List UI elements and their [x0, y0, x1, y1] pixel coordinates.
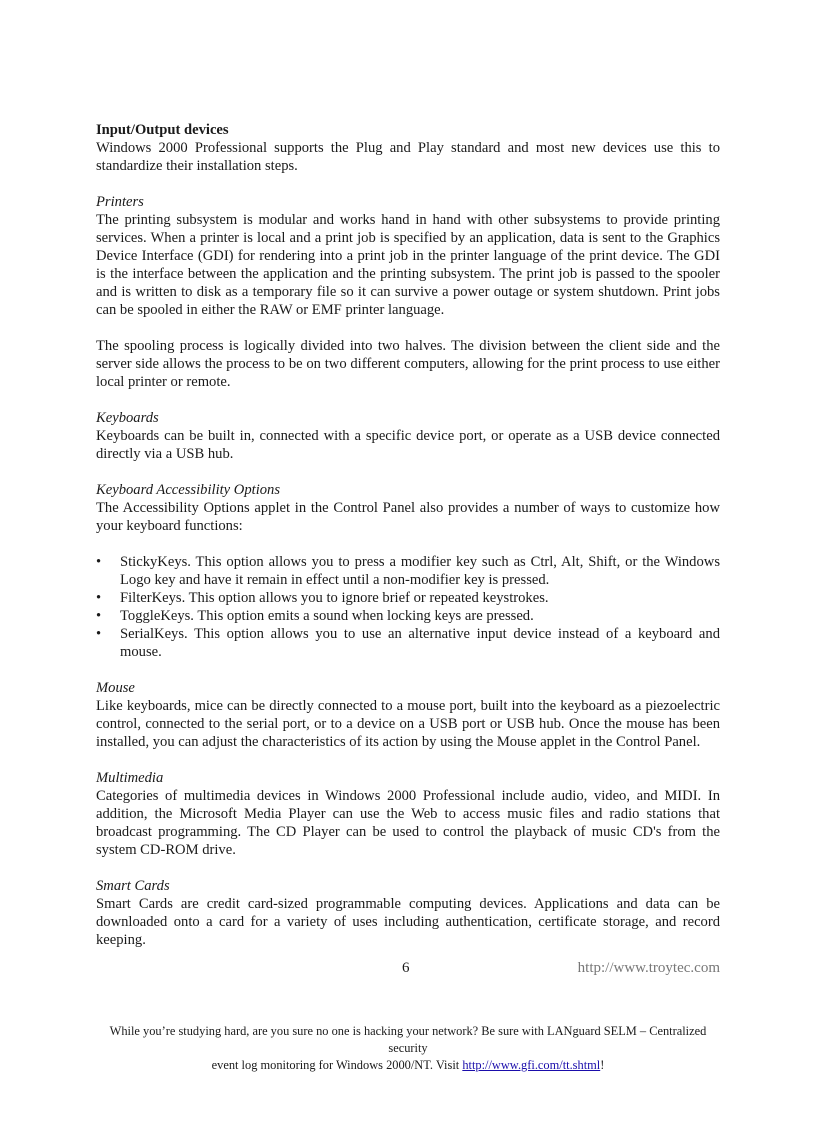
site-url: http://www.troytec.com: [577, 960, 720, 976]
section-body-keyboards: Keyboards can be built in, connected with a specific device port, or operate as a USB device connected directly via a USB hub.: [96, 428, 720, 462]
document-body: [96, 121, 720, 949]
page-number: 6: [402, 960, 410, 976]
list-item: • SerialKeys. This option allows you to use an alternative input device instead of a keyboard and mouse.: [96, 626, 720, 660]
footer-line-1: While you’re studying hard, are you sure no one is hacking your network? Be sure with LANguard SELM – Centralized security: [109, 1024, 707, 1055]
footer-line-2: event log monitoring for Windows 2000/NT. Visit http://www.gfi.com/tt.shtml!: [211, 1058, 605, 1072]
bullet-icon: •: [96, 554, 102, 570]
list-item: • StickyKeys. This option allows you to press a modifier key such as Ctrl, Alt, Shift, or the Windows Logo key and have it remain in effect until a non-modifier key is pressed.: [96, 554, 720, 588]
section-heading-printers: Printers: [96, 194, 144, 210]
bullet-icon: •: [96, 608, 102, 624]
section-body-smartcards: Smart Cards are credit card-sized programmable computing devices. Applications and data can be downloaded onto a card for a variety of uses including authentication, certificate storage, and record keeping.: [96, 896, 720, 948]
footer-link[interactable]: http://www.gfi.com/tt.shtml: [462, 1058, 601, 1072]
list-item: • ToggleKeys. This option emits a sound when locking keys are pressed.: [96, 608, 534, 624]
section-heading-io: Input/Output devices: [96, 122, 229, 138]
list-item: • FilterKeys. This option allows you to ignore brief or repeated keystrokes.: [96, 590, 549, 606]
accessibility-options-list: [96, 553, 720, 661]
section-body-io: Windows 2000 Professional supports the Plug and Play standard and most new devices use this to standardize their installation steps.: [96, 140, 720, 174]
section-body-accessibility: The Accessibility Options applet in the Control Panel also provides a number of ways to customize how your keyboard functions:: [96, 500, 720, 534]
section-heading-keyboards: Keyboards: [96, 410, 159, 426]
section-heading-accessibility: Keyboard Accessibility Options: [96, 482, 281, 498]
advertisement-footer: [96, 1023, 720, 1074]
bullet-icon: •: [96, 626, 102, 642]
section-heading-smartcards: Smart Cards: [96, 878, 170, 894]
bullet-icon: •: [96, 590, 102, 606]
section-body-mouse: Like keyboards, mice can be directly connected to a mouse port, built into the keyboard as a piezoelectric control, connected to the serial port, or to a device on a USB port or USB hub. Once the mouse has been installed, you can adjust the characteristics of its action by using the Mouse applet in the Control Panel.: [96, 698, 720, 750]
section-body-printers-2: The spooling process is logically divided into two halves. The division between the client side and the server side allows the process to be on two different computers, allowing for the print process to use either local printer or remote.: [96, 338, 720, 390]
section-heading-multimedia: Multimedia: [96, 770, 164, 786]
section-body-multimedia: Categories of multimedia devices in Windows 2000 Professional include audio, video, and MIDI. In addition, the Microsoft Media Player can use the Web to access music files and radio stations that broadcast programming. The CD Player can be used to control the playback of music CD's from the system CD-ROM drive.: [96, 788, 720, 858]
section-heading-mouse: Mouse: [96, 680, 135, 696]
section-body-printers-1: The printing subsystem is modular and works hand in hand with other subsystems to provide printing services. When a printer is local and a print job is specified by an application, data is sent to the Graphics Device Interface (GDI) for rendering into a print job in the printer language of the print device. The GDI is the interface between the application and the printing subsystem. The print job is passed to the spooler and is written to disk as a temporary file so it can survive a power outage or system shutdown. Print jobs can be spooled in either the RAW or EMF printer language.: [96, 212, 720, 318]
